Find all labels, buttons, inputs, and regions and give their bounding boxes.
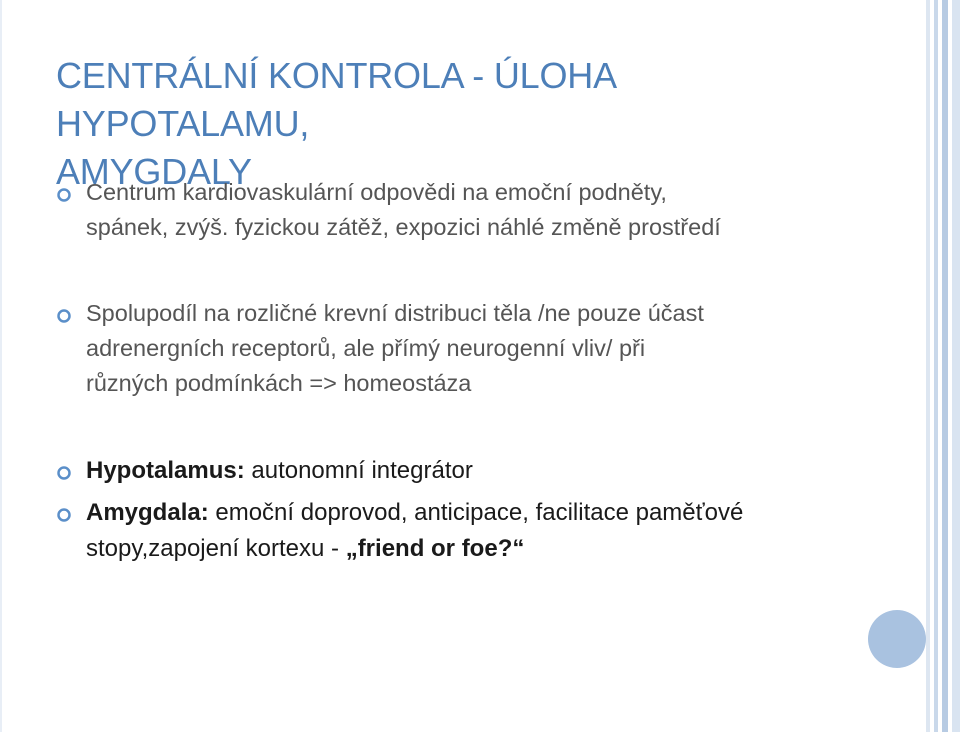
bullet-text: [86, 495, 876, 531]
list-item: [56, 453, 876, 489]
bullet-description: stopy,zapojení kortexu -: [86, 535, 346, 562]
bullet-term: Amygdala:: [86, 499, 209, 526]
bullet-text: Spolupodíl na rozličné krevní distribuci těla /ne pouze účast: [86, 300, 704, 326]
bullet-description: autonomní integrátor: [244, 457, 473, 484]
bullet-text: [86, 453, 876, 489]
bullet-text: Centrum kardiovaskulární odpovědi na emoční podněty,: [86, 179, 667, 205]
slide-title-line2: AMYGDALY: [56, 151, 252, 192]
left-edge-stripe: [0, 0, 2, 732]
ring-bullet-icon: [56, 187, 72, 203]
ring-bullet-icon: [56, 507, 72, 523]
bullet-text: adrenergních receptorů, ale přímý neurogenní vliv/ při: [86, 335, 646, 361]
bullet-text: spánek, zvýš. fyzickou zátěž, expozici náhlé změně prostředí: [86, 214, 721, 240]
bullet-text: různých podmínkách => homeostáza: [86, 370, 472, 396]
slide-title-line1: CENTRÁLNÍ KONTROLA - ÚLOHA HYPOTALAMU,: [56, 55, 615, 144]
bullet-emphasis: „friend or foe?“: [345, 535, 525, 562]
list-item: [56, 175, 876, 245]
ring-bullet-icon: [56, 465, 72, 481]
list-item: [56, 296, 876, 401]
decorative-circle: [868, 610, 926, 668]
bullet-description: emoční doprovod, anticipace, facilitace paměťové: [208, 499, 744, 526]
ring-bullet-icon: [56, 308, 72, 324]
right-edge-stripes: [926, 0, 960, 732]
bullet-text: [86, 531, 876, 567]
list-item: [56, 495, 876, 567]
bullet-list: [56, 175, 876, 567]
bullet-term: Hypotalamus:: [86, 457, 245, 484]
